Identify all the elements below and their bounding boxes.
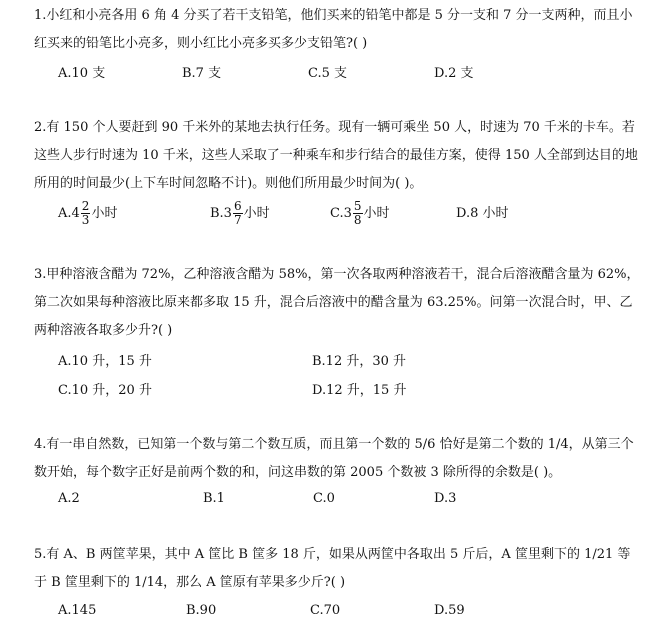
question-4-text: 4.有一串自然数，已知第一个数与第二个数互质，而且第一个数的 5/6 恰好是第二个数的 1/4，从第三个数开始，每个数字正好是前两个数的和，问这串数的第 2005 个数被 3 除所得的余数是( )。	[34, 437, 634, 480]
q1-option-c: C.5 支	[308, 66, 348, 81]
q2-option-c-denominator: 8	[353, 213, 362, 227]
q3-option-a: A.10 升，15 升	[58, 354, 152, 369]
question-5	[34, 541, 640, 597]
q1-option-a: A.10 支	[58, 66, 106, 81]
question-4	[34, 431, 640, 487]
q3-option-d: D.12 升，15 升	[312, 383, 407, 398]
question-2	[34, 114, 640, 198]
question-1-text: 1.小红和小亮各用 6 角 4 分买了若干支铅笔，他们买来的铅笔中都是 5 分一支和 7 分一支两种，而且小红买来的铅笔比小亮多，则小红比小亮多买多少支铅笔?( )	[34, 8, 633, 51]
q1-option-b: B.7 支	[182, 66, 222, 81]
q2-option-a-whole: A.4	[58, 206, 80, 221]
q4-option-b: B.1	[203, 491, 225, 506]
q4-option-d: D.3	[434, 491, 457, 506]
question-3-text: 3.甲种溶液含醋为 72%，乙种溶液含醋为 58%，第一次各取两种溶液若干，混合后溶液醋含量为 62%，第二次如果每种溶液比原来都多取 15 升，混合后溶液中的醋含量为 63.25%。问第一次混合时，甲、乙两种溶液各取多少升?( )	[34, 267, 640, 338]
q4-option-a: A.2	[58, 491, 80, 506]
q5-option-d: D.59	[434, 603, 465, 618]
q2-option-c-fraction	[353, 200, 363, 227]
q4-option-c: C.0	[313, 491, 335, 506]
q3-option-c: C.10 升，20 升	[58, 383, 152, 398]
q2-option-a	[58, 199, 117, 229]
q2-option-a-denominator: 3	[81, 213, 90, 227]
q5-option-c: C.70	[310, 603, 341, 618]
q2-option-a-fraction	[81, 200, 91, 227]
q2-option-b-denominator: 7	[233, 213, 242, 227]
q2-option-b-fraction	[233, 200, 243, 227]
question-3	[34, 261, 640, 345]
q2-option-d: D.8 小时	[456, 206, 509, 221]
q1-option-d: D.2 支	[434, 66, 474, 81]
q2-option-b	[210, 199, 270, 229]
q2-option-b-unit: 小时	[243, 206, 270, 221]
q2-option-c-whole: C.3	[330, 206, 352, 221]
question-2-text: 2.有 150 个人要赶到 90 千米外的某地去执行任务。现有一辆可乘坐 50 人，时速为 70 千米的卡车。若这些人步行时速为 10 千米，这些人采取了一种乘车和步行结合的最佳方案，使得 150 人全部到达目的地所用的时间最少(上下车时间忽略不计)。则他们所用最少时间为( )。	[34, 120, 638, 191]
question-1	[34, 2, 640, 58]
q2-option-b-numerator: 6	[233, 199, 242, 213]
q2-option-b-whole: B.3	[210, 206, 232, 221]
q5-option-a: A.145	[58, 603, 97, 618]
q2-option-c-numerator: 5	[353, 199, 362, 213]
q2-option-c	[330, 199, 390, 229]
q3-option-b: B.12 升，30 升	[312, 354, 407, 369]
question-5-text: 5.有 A、B 两筐苹果，其中 A 筐比 B 筐多 18 斤，如果从两筐中各取出 5 斤后，A 筐里剩下的 1/21 等于 B 筐里剩下的 1/14，那么 A 筐原有苹果多少斤?( )	[34, 547, 631, 590]
q2-option-a-unit: 小时	[91, 206, 118, 221]
q2-option-a-numerator: 2	[81, 199, 90, 213]
q2-option-c-unit: 小时	[363, 206, 390, 221]
q5-option-b: B.90	[186, 603, 217, 618]
